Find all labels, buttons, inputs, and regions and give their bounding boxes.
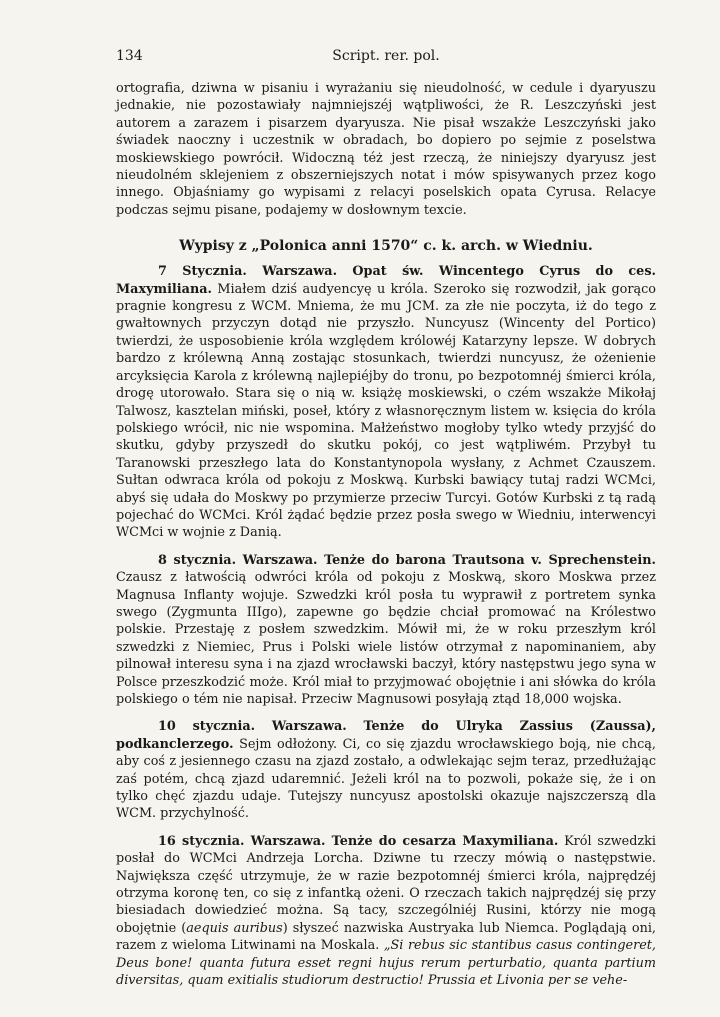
entry-text: Sejm odłożony. Ci, co się zjazdu wrocławskiego boją, nie chcą, aby coś z jesiennego czasu na zjazd zostało, a odwlekając sejm teraz, przedłużając zaś potém, chcą zjazd udaremnić. Jeżeli król na to pozwoli, pokaże się, że i on tylko chęć zjazdu udaje. Tutejszy nuncyusz apostolski okazuje najszczerszą dla WCM. przychylność. (116, 736, 656, 822)
entry-heading: 16 stycznia. Warszawa. Tenże do cesarza Maxymiliana. (158, 833, 559, 849)
entry-heading: 8 stycznia. Warszawa. Tenże do barona Trautsona v. Sprechenstein. (158, 552, 656, 568)
letter-entry (116, 718, 656, 822)
entry-text: Król szwedzki posłał do WCMci Andrzeja Lorcha. Dziwne tu rzeczy mówią o następstwie. Największa część utrzymuje, że w razie bezpotomnéj śmierci króla, najprędzéj otrzyma koronę ten, co się z infantką ożeni. O rzeczach takich najprędzéj się przy biesiadach dowiedzieć można. Są tacy, szczególniéj Rusini, którzy nie mogą obojętnie ( (116, 833, 656, 936)
entry-text: Czausz z łatwością odwróci króla od pokoju z Moskwą, skoro Moskwa przez Magnusa Inflanty wojuje. Szwedzki król posła tu wyprawił z portretem synka swego (Zygmunta IIIgo), zapewne go będzie chciał promować na Królestwo polskie. Przestaję z posłem szwedzkim. Mówił mi, że w roku przeszłym król szwedzki z Niemiec, Prus i Polski wiele listów otrzymał z napominaniem, aby pilnował interesu syna i na zjazd wrocławski baczył, który następstwu jego syna w Polsce przeszkodzić może. Król miał to przyjmować obojętnie i ani słówka do króla polskiego o tém nie napisał. Przeciw Magnusowi posyłają ztąd 18,000 wojska. (116, 570, 656, 707)
entry-heading: 10 stycznia. Warszawa. Tenże do Ulryka Zassius (Zaussa), podkanclerzego. (116, 719, 656, 752)
letter-entry (116, 263, 656, 542)
section-heading: Wypisy z „Polonica anni 1570“ c. k. arch. w Wiedniu. (179, 238, 593, 255)
running-header (116, 40, 656, 70)
document-page (116, 40, 656, 990)
letter-entry (116, 552, 656, 709)
entry-text-continued: ) słyszeć nazwiska Austryaka lub Niemca. Poglądają oni, razem z wieloma Litwinami na Moskala. (116, 920, 656, 954)
latin-quotation: „Si rebus sic stantibus casus contingeret, Deus bone! quanta futura esset regni hujus rerum perturbatio, quanta partium diversitas, quam exitialis studiorum destructio! Prussia et Livonia per se vehe- (116, 938, 657, 989)
page-number: 134 (116, 48, 143, 64)
latin-phrase: aequis auribus (186, 920, 283, 936)
entry-heading: 7 Stycznia. Warszawa. Opat św. Wincentego Cyrus do ces. Maxymiliana. (116, 264, 656, 297)
letter-entry (116, 833, 656, 990)
running-title: Script. rer. pol. (332, 48, 440, 64)
entry-text: Miałem dziś audyencyę u króla. Szeroko się rozwodził, jak gorąco pragnie kongresu z WCM. Mniema, że mu JCM. za złe nie poczyta, iż do tego z gwałtownych przyczyn dotąd nie przyszło. Nuncyusz (Wincenty del Portico) twierdzi, że usposobienie króla względem królowéj Katarzyny lepsze. W dobrych bardzo z królewną Anną zostając stosunkach, twierdzi nuncyusz, że ożenienie arcyksięcia Karola z królewną najlepiéjby do tronu, po bezpotomnéj śmierci króla, drogę utorowało. Stara się o nią w. książę moskiewski, o czém wszakże Mikołaj Talwosz, kasztelan miński, poseł, który z własnoręcznym listem w. księcia do króla polskiego wrócił, nic nie wspomina. Małżeństwo mogłoby tylko wtedy przyjść do skutku, gdyby przyszedł do skutku pokój, co jest wątpliwém. Przybył tu Taranowski przeszłego lata do Konstantynopola wysłany, z Achmet Czauszem. Sułtan odwraca króla od pokoju z Moskwą. Kurbski bawiący tutaj radzi WCMci, abyś się udała do Moskwy po przymierze przeciw Turcyi. Gotów Kurbski z tą radą pojechać do WCMci. Król żądać będzie przez posła swego w Wiedniu, interwencyi WCMci w wojnie z Danią. (116, 281, 656, 541)
intro-paragraph: ortografia, dziwna w pisaniu i wyrażaniu się nieudolność, w cedule i dyaryuszu jednakie, nie pozostawiały najmniejszéj wątpliwości, że R. Leszczyński jest autorem a zarazem i pisarzem dyaryusza. Nie pisał wszakże Leszczyński jako świadek naoczny i uczestnik w obradach, bo dopiero po sejmie z poselstwa moskiewskiego powrócił. Widoczną téż jest rzeczą, że niniejszy dyaryusz jest nieudolném sklejeniem z obszerniejszych notat i mów spisywanych przez kogo innego. Objaśniamy go wypisami z relacyi poselskich opata Cyrusa. Relacye podczas sejmu pisane, podajemy w dosłownym texcie. (116, 81, 656, 218)
